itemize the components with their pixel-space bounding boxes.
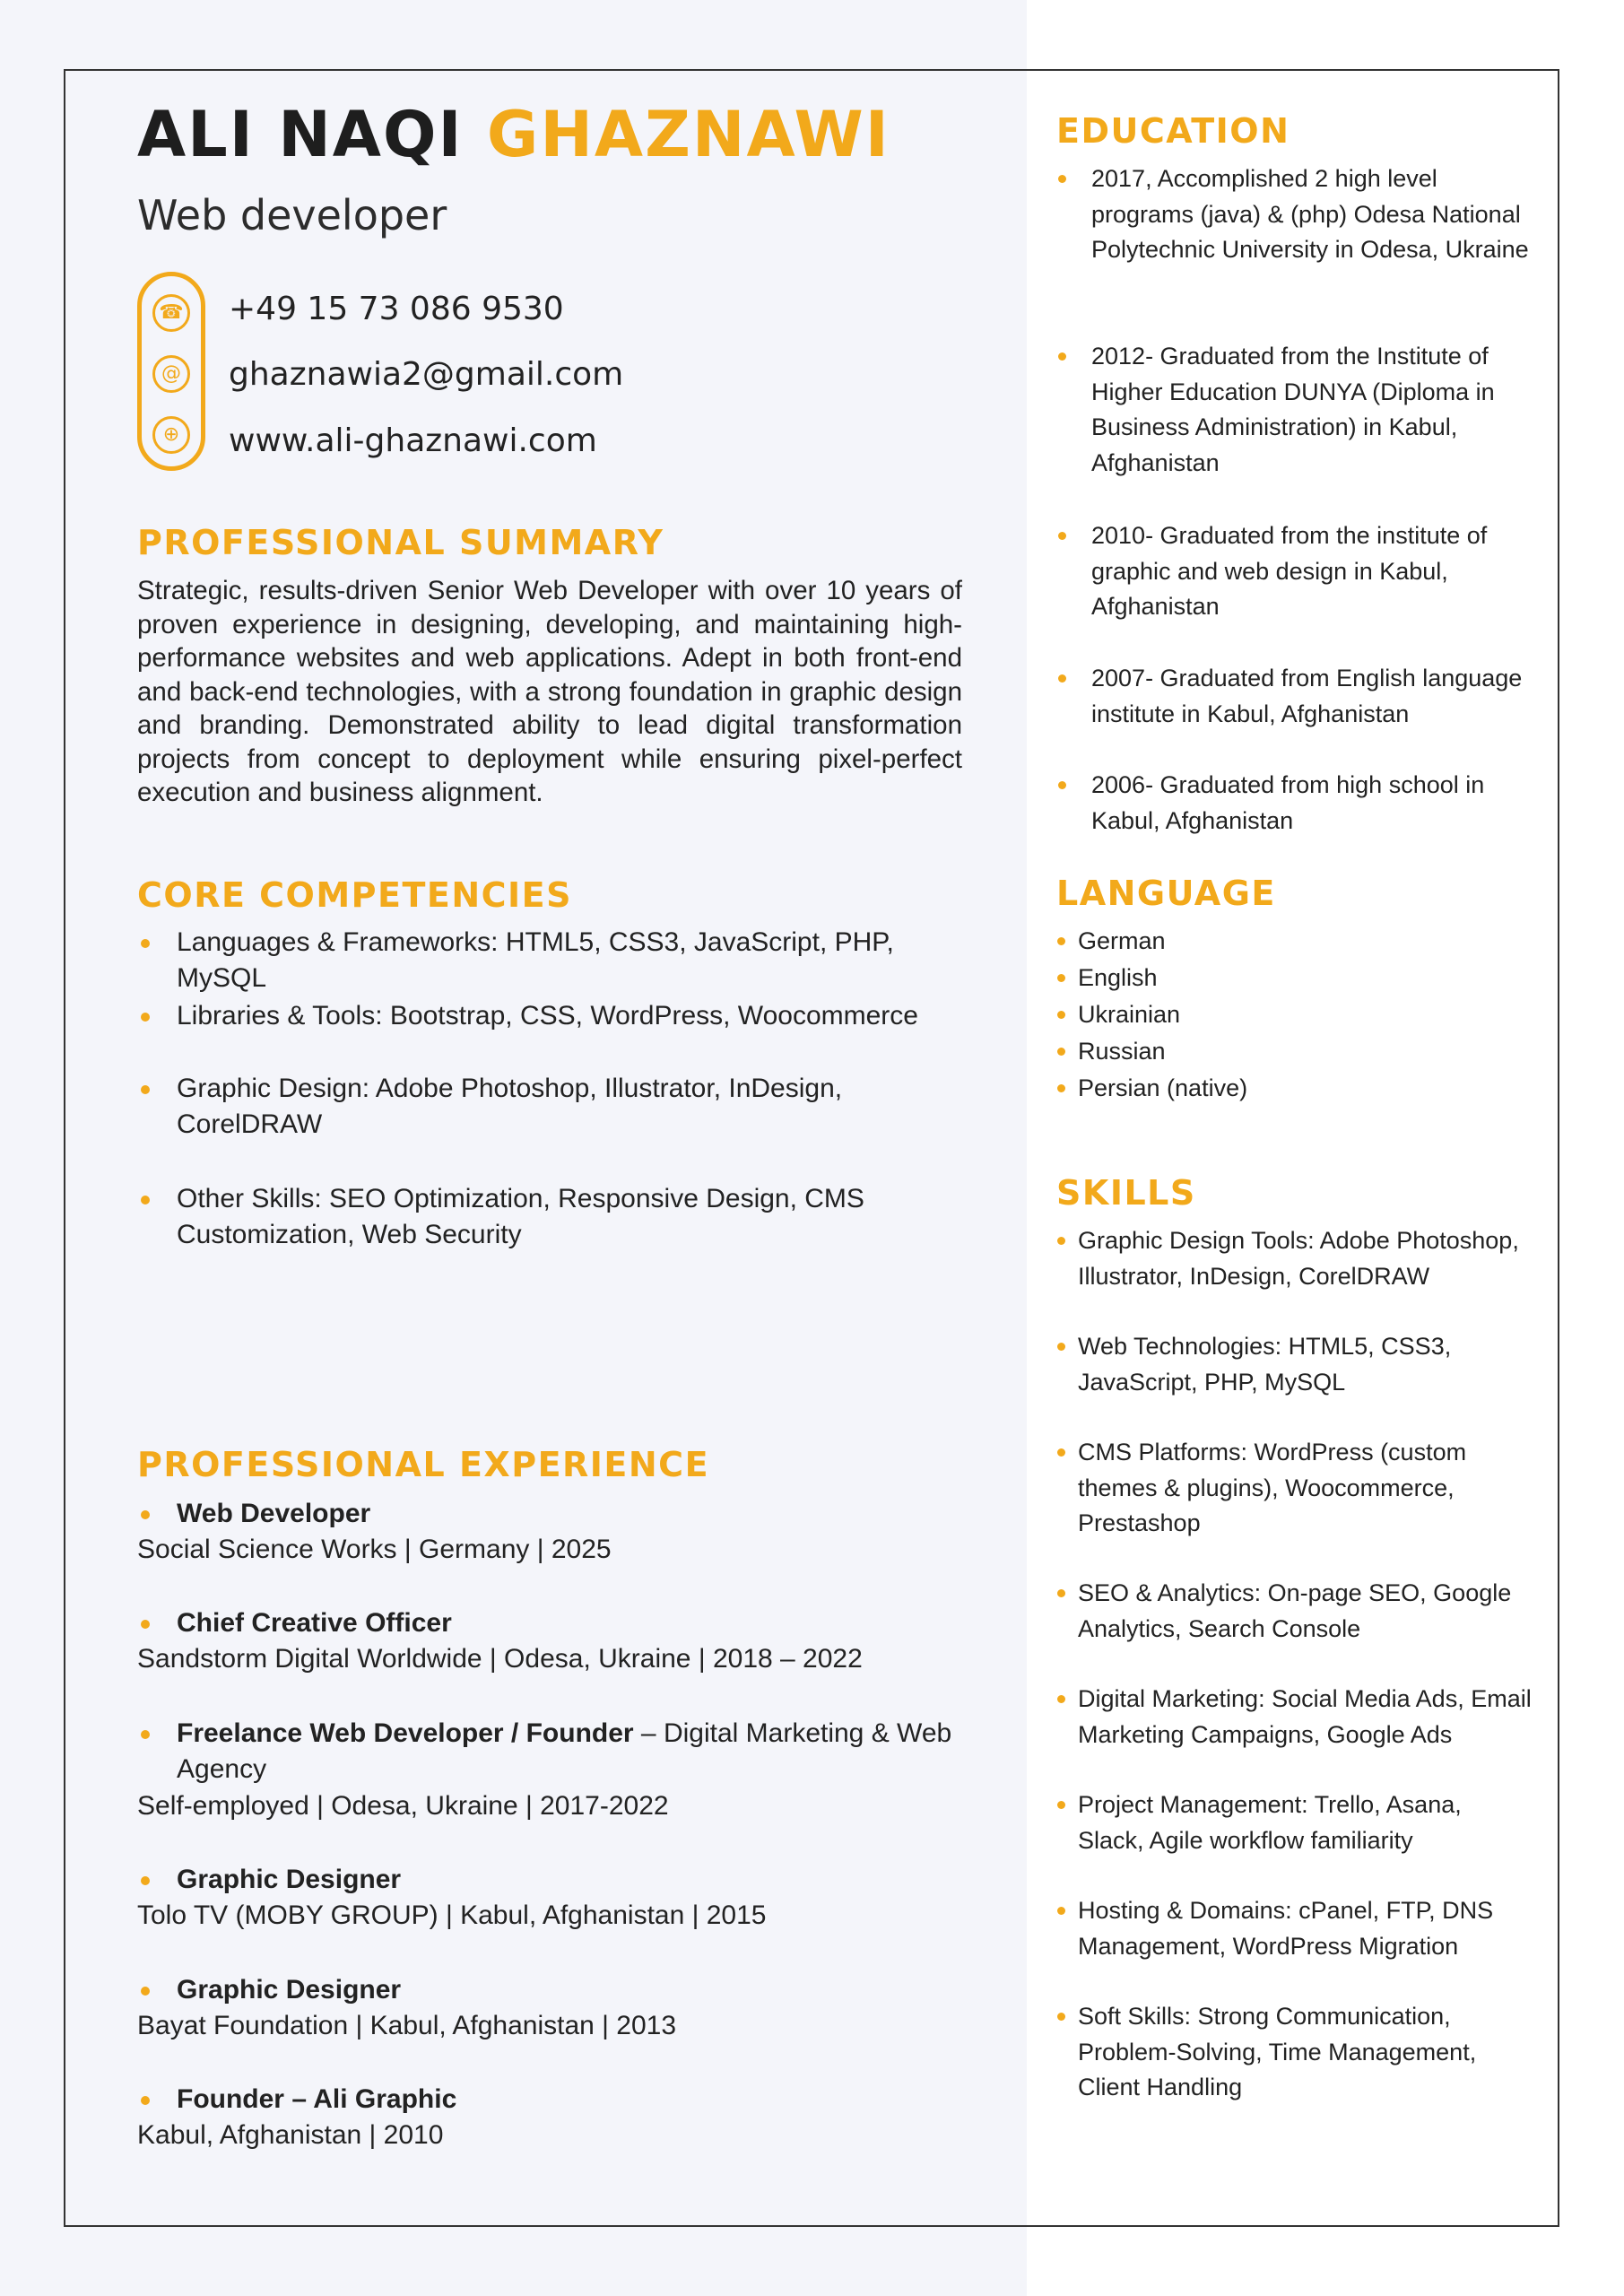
experience-title bbox=[177, 1605, 966, 1641]
experience-title bbox=[177, 1716, 966, 1787]
language-item: Russian bbox=[1078, 1034, 1166, 1070]
phone-number: +49 15 73 086 9530 bbox=[229, 291, 564, 327]
skill-item: Web Technologies: HTML5, CSS3, JavaScript, PHP, MySQL bbox=[1078, 1329, 1499, 1400]
first-name: ALI NAQI bbox=[137, 98, 464, 171]
experience-meta: Bayat Foundation | Kabul, Afghanistan | 2013 bbox=[137, 2011, 677, 2040]
skill-item: Digital Marketing: Social Media Ads, Email Marketing Campaigns, Google Ads bbox=[1078, 1682, 1544, 1752]
experience-heading: PROFESSIONAL EXPERIENCE bbox=[137, 1445, 710, 1484]
globe-icon: ⊕ bbox=[152, 416, 190, 454]
job-role: Freelance Web Developer / Founder bbox=[177, 1718, 634, 1748]
education-item: 2006- Graduated from high school in Kabul, Afghanistan bbox=[1091, 768, 1540, 839]
skill-item: SEO & Analytics: On-page SEO, Google Analytics, Search Console bbox=[1078, 1576, 1526, 1647]
skill-item: Graphic Design Tools: Adobe Photoshop, Illustrator, InDesign, CorelDRAW bbox=[1078, 1223, 1544, 1294]
education-item: 2007- Graduated from English language institute in Kabul, Afghanistan bbox=[1091, 661, 1540, 732]
experience-meta: Tolo TV (MOBY GROUP) | Kabul, Afghanistan | 2015 bbox=[137, 1900, 767, 1930]
phone-icon: ☎ bbox=[152, 294, 190, 332]
language-item: English bbox=[1078, 961, 1158, 996]
competency-item: Other Skills: SEO Optimization, Responsive Design, CMS Customization, Web Security bbox=[177, 1181, 894, 1253]
skill-item: CMS Platforms: WordPress (custom themes & plugins), Woocommerce, Prestashop bbox=[1078, 1435, 1499, 1542]
competency-item: Libraries & Tools: Bootstrap, CSS, WordPress, Woocommerce bbox=[177, 998, 966, 1034]
job-role-suffix: – Digital Marketing & Web Agency bbox=[177, 1718, 952, 1784]
experience-meta: Self-employed | Odesa, Ukraine | 2017-2022 bbox=[137, 1791, 669, 1821]
experience-title bbox=[177, 1496, 966, 1532]
summary-text: Strategic, results-driven Senior Web Developer with over 10 years of proven experience in designing, developing, and maintaining high-performance websites and web applications. Adept in both front-end and back-end technologies, with a strong foundation in graphic design and branding. Demonstrated ability to lead digital transformation projects from concept to deployment while ensuring pixel-perfect execution and business alignment. bbox=[137, 576, 962, 807]
job-role: Graphic Designer bbox=[177, 1975, 402, 2005]
at-sign-icon: @ bbox=[152, 355, 190, 393]
education-item: 2010- Graduated from the institute of graphic and web design in Kabul, Afghanistan bbox=[1091, 518, 1540, 625]
summary-heading: PROFESSIONAL SUMMARY bbox=[137, 523, 664, 562]
last-name: GHAZNAWI bbox=[486, 98, 890, 171]
language-item: Persian (native) bbox=[1078, 1071, 1247, 1107]
job-role: Founder – Ali Graphic bbox=[177, 2084, 457, 2114]
skill-item: Project Management: Trello, Asana, Slack, Agile workflow familiarity bbox=[1078, 1787, 1490, 1858]
experience-meta: Sandstorm Digital Worldwide | Odesa, Ukraine | 2018 – 2022 bbox=[137, 1644, 863, 1674]
experience-meta: Social Science Works | Germany | 2025 bbox=[137, 1535, 612, 1564]
language-heading: LANGUAGE bbox=[1056, 874, 1276, 913]
competency-item: Languages & Frameworks: HTML5, CSS3, JavaScript, PHP, MySQL bbox=[177, 925, 966, 996]
education-item: 2017, Accomplished 2 high level programs (java) & (php) Odesa National Polytechnic University in Odesa, Ukraine bbox=[1091, 161, 1540, 268]
experience-title bbox=[177, 1862, 966, 1898]
contact-icons-pill bbox=[137, 272, 205, 471]
experience-meta: Kabul, Afghanistan | 2010 bbox=[137, 2120, 444, 2150]
website-url: www.ali-ghaznawi.com bbox=[229, 422, 597, 459]
job-role: Graphic Designer bbox=[177, 1865, 402, 1894]
education-heading: EDUCATION bbox=[1056, 111, 1290, 151]
competencies-heading: CORE COMPETENCIES bbox=[137, 875, 572, 915]
experience-title bbox=[177, 2082, 966, 2118]
education-item: 2012- Graduated from the Institute of Higher Education DUNYA (Diploma in Business Administration) in Kabul, Afghanistan bbox=[1091, 339, 1540, 481]
language-item: Ukrainian bbox=[1078, 997, 1180, 1033]
job-title: Web developer bbox=[137, 191, 447, 239]
job-role: Web Developer bbox=[177, 1499, 371, 1528]
competency-item: Graphic Design: Adobe Photoshop, Illustrator, InDesign, CorelDRAW bbox=[177, 1071, 894, 1143]
skills-heading: SKILLS bbox=[1056, 1173, 1196, 1213]
skill-item: Soft Skills: Strong Communication, Problem-Solving, Time Management, Client Handling bbox=[1078, 1999, 1508, 2106]
skill-item: Hosting & Domains: cPanel, FTP, DNS Management, WordPress Migration bbox=[1078, 1893, 1526, 1964]
candidate-name bbox=[137, 97, 890, 172]
email-address: ghaznawia2@gmail.com bbox=[229, 356, 624, 393]
job-role: Chief Creative Officer bbox=[177, 1608, 452, 1638]
experience-title bbox=[177, 1972, 966, 2008]
language-item: German bbox=[1078, 924, 1166, 960]
